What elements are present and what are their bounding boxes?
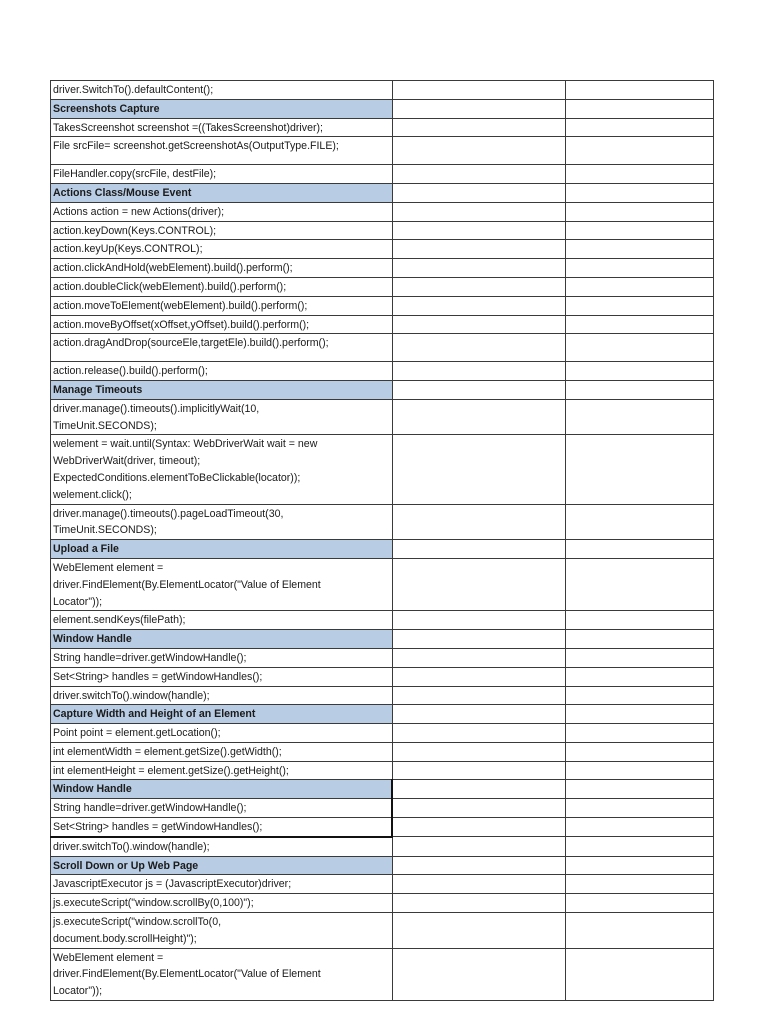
empty-cell	[566, 504, 714, 540]
empty-cell	[392, 611, 566, 630]
table-row	[51, 202, 714, 221]
code-line: driver.switchTo().window(handle);	[53, 840, 210, 853]
section-title: Window Handle	[53, 633, 132, 646]
empty-cell	[392, 742, 566, 761]
code-cell	[51, 761, 393, 780]
empty-cell	[566, 240, 714, 259]
empty-cell	[566, 315, 714, 334]
empty-cell	[566, 913, 714, 949]
code-line: String handle=driver.getWindowHandle();	[53, 802, 247, 815]
table-row	[51, 399, 714, 435]
code-cell	[51, 648, 393, 667]
code-cell	[51, 399, 393, 435]
code-line: js.executeScript("window.scrollTo(0,	[53, 916, 222, 929]
empty-cell	[392, 540, 566, 559]
section-header-cell	[51, 183, 393, 202]
empty-cell	[566, 221, 714, 240]
code-line: action.dragAndDrop(sourceEle,targetEle).build().perform();	[53, 337, 329, 350]
empty-cell	[392, 165, 566, 184]
code-cell	[51, 81, 393, 100]
code-cell	[51, 240, 393, 259]
code-cell	[51, 742, 393, 761]
table-row	[51, 913, 714, 949]
code-line: action.moveToElement(webElement).build().perform();	[53, 299, 308, 312]
section-title: Window Handle	[53, 783, 132, 796]
empty-cell	[392, 948, 566, 1000]
code-cell	[51, 948, 393, 1000]
code-line: action.keyDown(Keys.CONTROL);	[53, 224, 217, 237]
section-header-row	[51, 705, 714, 724]
code-cell	[51, 435, 393, 504]
code-cell	[51, 504, 393, 540]
code-line: WebElement element =	[53, 951, 164, 964]
empty-cell	[566, 686, 714, 705]
code-line: Point point = element.getLocation();	[53, 727, 221, 740]
code-line: String handle=driver.getWindowHandle();	[53, 651, 247, 664]
code-cell	[51, 277, 393, 296]
empty-cell	[566, 435, 714, 504]
empty-cell	[392, 504, 566, 540]
code-cell	[51, 334, 393, 362]
table-row	[51, 837, 714, 856]
empty-cell	[566, 761, 714, 780]
table-row	[51, 648, 714, 667]
cheat-sheet-body	[51, 81, 714, 1001]
empty-cell	[392, 202, 566, 221]
empty-cell	[566, 137, 714, 165]
code-line: action.release().build().perform();	[53, 365, 208, 378]
code-line: driver.FindElement(By.ElementLocator("Value of Element	[53, 968, 321, 981]
empty-cell	[566, 611, 714, 630]
table-row	[51, 724, 714, 743]
code-cell	[51, 611, 393, 630]
empty-cell	[392, 799, 566, 818]
empty-cell	[392, 118, 566, 137]
empty-cell	[392, 686, 566, 705]
empty-cell	[392, 277, 566, 296]
empty-cell	[392, 558, 566, 610]
table-row	[51, 686, 714, 705]
empty-cell	[566, 724, 714, 743]
empty-cell	[566, 948, 714, 1000]
code-line: action.moveByOffset(xOffset,yOffset).build().perform();	[53, 318, 310, 331]
code-cell	[51, 165, 393, 184]
empty-cell	[392, 315, 566, 334]
empty-cell	[392, 875, 566, 894]
empty-cell	[566, 856, 714, 875]
section-header-cell	[51, 99, 393, 118]
table-row	[51, 611, 714, 630]
empty-cell	[392, 334, 566, 362]
empty-cell	[566, 648, 714, 667]
table-row	[51, 137, 714, 165]
empty-cell	[392, 913, 566, 949]
empty-cell	[392, 99, 566, 118]
section-header-row	[51, 183, 714, 202]
section-header-cell	[51, 380, 393, 399]
section-header-cell	[51, 780, 393, 799]
code-line: action.keyUp(Keys.CONTROL);	[53, 243, 203, 256]
code-line: ExpectedConditions.elementToBeClickable(locator));	[53, 471, 301, 484]
table-row	[51, 894, 714, 913]
section-header-row	[51, 540, 714, 559]
code-cell	[51, 558, 393, 610]
code-line: element.sendKeys(filePath);	[53, 614, 186, 627]
empty-cell	[392, 667, 566, 686]
code-line: welement.click();	[53, 488, 132, 501]
code-cell	[51, 686, 393, 705]
table-row	[51, 799, 714, 818]
code-cell	[51, 221, 393, 240]
code-line: TimeUnit.SECONDS);	[53, 524, 157, 537]
code-cell	[51, 724, 393, 743]
empty-cell	[566, 558, 714, 610]
table-row	[51, 818, 714, 837]
table-row	[51, 277, 714, 296]
code-cell	[51, 818, 393, 837]
code-line: driver.switchTo().window(handle);	[53, 689, 210, 702]
code-line: Set<String> handles = getWindowHandles();	[53, 821, 263, 834]
code-cell	[51, 259, 393, 278]
table-row	[51, 504, 714, 540]
table-row	[51, 362, 714, 381]
table-row	[51, 334, 714, 362]
empty-cell	[392, 183, 566, 202]
code-line: driver.manage().timeouts().implicitlyWait(10,	[53, 402, 260, 415]
code-line: js.executeScript("window.scrollBy(0,100)");	[53, 897, 254, 910]
empty-cell	[392, 705, 566, 724]
code-cell	[51, 894, 393, 913]
empty-cell	[392, 894, 566, 913]
code-cell	[51, 296, 393, 315]
empty-cell	[392, 296, 566, 315]
empty-cell	[392, 780, 566, 799]
empty-cell	[566, 380, 714, 399]
code-line: Locator"));	[53, 985, 103, 998]
empty-cell	[392, 380, 566, 399]
code-line: TakesScreenshot screenshot =((TakesScreenshot)driver);	[53, 121, 323, 134]
empty-cell	[566, 81, 714, 100]
table-row	[51, 667, 714, 686]
code-cell	[51, 118, 393, 137]
section-title: Manage Timeouts	[53, 383, 143, 396]
empty-cell	[566, 259, 714, 278]
code-line: driver.manage().timeouts().pageLoadTimeout(30,	[53, 507, 284, 520]
table-row	[51, 948, 714, 1000]
code-line: welement = wait.until(Syntax: WebDriverWait wait = new	[53, 438, 318, 451]
table-row	[51, 296, 714, 315]
table-row	[51, 259, 714, 278]
table-row	[51, 435, 714, 504]
empty-cell	[392, 137, 566, 165]
code-cell	[51, 202, 393, 221]
code-cell	[51, 875, 393, 894]
code-line: TimeUnit.SECONDS);	[53, 419, 157, 432]
section-header-cell	[51, 705, 393, 724]
empty-cell	[566, 296, 714, 315]
cheat-sheet-table	[50, 80, 714, 1001]
empty-cell	[392, 724, 566, 743]
empty-cell	[392, 81, 566, 100]
code-line: action.clickAndHold(webElement).build().perform();	[53, 262, 293, 275]
empty-cell	[566, 780, 714, 799]
table-row	[51, 221, 714, 240]
empty-cell	[566, 667, 714, 686]
code-line: action.doubleClick(webElement).build().perform();	[53, 280, 287, 293]
code-cell	[51, 799, 393, 818]
code-line: int elementHeight = element.getSize().getHeight();	[53, 764, 289, 777]
empty-cell	[566, 99, 714, 118]
empty-cell	[566, 799, 714, 818]
code-cell	[51, 667, 393, 686]
empty-cell	[566, 277, 714, 296]
code-line: driver.FindElement(By.ElementLocator("Value of Element	[53, 578, 321, 591]
empty-cell	[566, 742, 714, 761]
empty-cell	[566, 540, 714, 559]
empty-cell	[566, 362, 714, 381]
code-cell	[51, 913, 393, 949]
code-line: int elementWidth = element.getSize().getWidth();	[53, 745, 282, 758]
section-header-row	[51, 380, 714, 399]
empty-cell	[392, 648, 566, 667]
section-header-row	[51, 630, 714, 649]
code-cell	[51, 315, 393, 334]
code-line: Set<String> handles = getWindowHandles();	[53, 670, 263, 683]
empty-cell	[392, 435, 566, 504]
empty-cell	[566, 202, 714, 221]
table-row	[51, 240, 714, 259]
code-cell	[51, 362, 393, 381]
empty-cell	[566, 837, 714, 856]
code-line: File srcFile= screenshot.getScreenshotAs(OutputType.FILE);	[53, 140, 339, 153]
empty-cell	[566, 399, 714, 435]
empty-cell	[392, 362, 566, 381]
table-row	[51, 81, 714, 100]
empty-cell	[392, 240, 566, 259]
empty-cell	[566, 118, 714, 137]
section-title: Actions Class/Mouse Event	[53, 186, 192, 199]
code-line: document.body.scrollHeight)");	[53, 932, 197, 945]
section-title: Scroll Down or Up Web Page	[53, 859, 199, 872]
table-row	[51, 165, 714, 184]
table-row	[51, 761, 714, 780]
table-row	[51, 875, 714, 894]
section-title: Capture Width and Height of an Element	[53, 708, 256, 721]
table-row	[51, 315, 714, 334]
empty-cell	[392, 837, 566, 856]
empty-cell	[566, 705, 714, 724]
section-title: Upload a File	[53, 543, 119, 556]
empty-cell	[392, 221, 566, 240]
code-line: WebElement element =	[53, 561, 164, 574]
section-header-cell	[51, 630, 393, 649]
code-line: WebDriverWait(driver, timeout);	[53, 455, 201, 468]
empty-cell	[392, 399, 566, 435]
empty-cell	[566, 875, 714, 894]
empty-cell	[392, 856, 566, 875]
section-header-row	[51, 99, 714, 118]
section-header-cell	[51, 856, 393, 875]
empty-cell	[566, 894, 714, 913]
section-header-row	[51, 780, 714, 799]
section-title: Screenshots Capture	[53, 102, 160, 115]
empty-cell	[566, 630, 714, 649]
code-cell	[51, 137, 393, 165]
section-header-cell	[51, 540, 393, 559]
code-line: JavascriptExecutor js = (JavascriptExecutor)driver;	[53, 878, 292, 891]
table-row	[51, 742, 714, 761]
empty-cell	[566, 818, 714, 837]
code-line: Locator"));	[53, 595, 103, 608]
empty-cell	[566, 183, 714, 202]
empty-cell	[392, 818, 566, 837]
code-line: Actions action = new Actions(driver);	[53, 205, 225, 218]
code-line: FileHandler.copy(srcFile, destFile);	[53, 168, 217, 181]
table-row	[51, 118, 714, 137]
empty-cell	[566, 165, 714, 184]
empty-cell	[392, 259, 566, 278]
code-cell	[51, 837, 393, 856]
empty-cell	[566, 334, 714, 362]
table-row	[51, 558, 714, 610]
code-line: driver.SwitchTo().defaultContent();	[53, 84, 214, 96]
empty-cell	[392, 630, 566, 649]
section-header-row	[51, 856, 714, 875]
empty-cell	[392, 761, 566, 780]
